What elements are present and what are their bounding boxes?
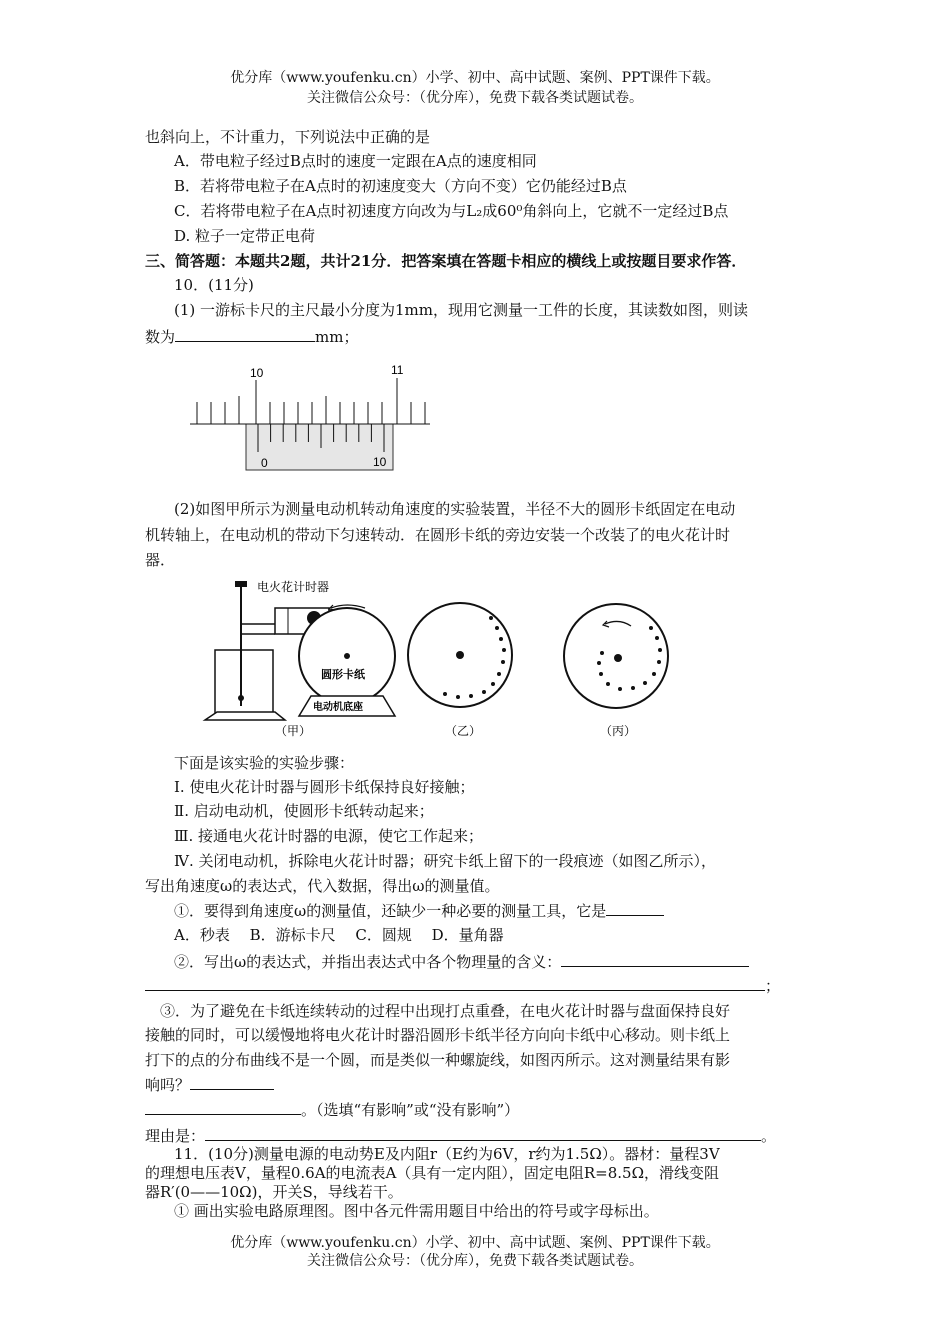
sub3-line4 — [145, 1073, 274, 1096]
reason-line — [145, 1124, 776, 1147]
sub3-line1: ③．为了避免在卡纸连续转动的过程中出现打点重叠，在电火花计时器与盘面保持良好 — [160, 1002, 731, 1020]
step-4-cont: 写出角速度ω的表达式，代入数据，得出ω的测量值。 — [145, 877, 500, 895]
figure-jia — [205, 579, 395, 738]
reason-blank[interactable] — [205, 1124, 761, 1141]
q10-part2-line1: (2)如图甲所示为测量电动机转动角速度的实验装置，半径不大的圆形卡纸固定在电动 — [174, 500, 736, 518]
main-scale-ticks — [197, 378, 425, 424]
q11-line4: ① 画出实验电路原理图。图中各元件需用题目中给出的符号或字母标出。 — [174, 1202, 659, 1220]
q10-part1-pre: 数为 — [145, 328, 176, 346]
apparatus-figure — [205, 578, 735, 748]
figure-bing — [564, 604, 668, 738]
q10-part1-line1: (1) 一游标卡尺的主尺最小分度为1mm，现用它测量一工件的长度，其读数如图，则读 — [174, 301, 749, 319]
q10-number: 10．(11分) — [174, 276, 254, 294]
vernier-label-10: 10 — [373, 455, 387, 469]
step-2: Ⅱ. 启动电动机，使圆形卡纸转动起来； — [174, 802, 434, 820]
motor-base-label: 电动机底座 — [313, 702, 363, 713]
tool-answer-blank[interactable] — [606, 899, 664, 916]
q9-option-b: B．若将带电粒子在A点时的初速度变大（方向不变）它仍能经过B点 — [174, 177, 627, 195]
main-label-10: 10 — [250, 366, 264, 380]
q11-line1: 11．(10分)测量电源的电动势E及内阻r（E约为6V，r约为1.5Ω）。器材：量程3V — [174, 1145, 720, 1163]
sub1-options: A．秒表 B．游标卡尺 C．圆规 D．量角器 — [174, 926, 504, 944]
step-4: Ⅳ. 关闭电动机，拆除电火花计时器；研究卡纸上留下的一段痕迹（如图乙所示）， — [174, 852, 717, 870]
timer-label: 电火花计时器 — [257, 580, 330, 594]
step-3: Ⅲ. 接通电火花计时器的电源，使它工作起来； — [174, 827, 484, 845]
caption-jia: （甲） — [275, 724, 312, 738]
q10-part1-line2 — [145, 325, 358, 348]
disk-label: 圆形卡纸 — [321, 668, 365, 681]
caliper-reading-blank[interactable] — [175, 325, 315, 342]
step-1: Ⅰ. 使电火花计时器与圆形卡纸保持良好接触； — [174, 778, 475, 796]
sub2-text: ②．写出ω的表达式，并指出表达式中各个物理量的含义： — [174, 953, 562, 971]
stand-base — [215, 650, 273, 714]
sub3-choice: 。（选填“有影响”或“没有影响”） — [301, 1101, 520, 1119]
sub1 — [174, 899, 664, 922]
section-3-title: 三、简答题：本题共2题，共计21分．把答案填在答题卡相应的横线上或按题目要求作答． — [145, 252, 747, 270]
q9-option-c: C．若将带电粒子在A点时初速度方向改为与L₂成60⁰角斜向上，它就不一定经过B点 — [174, 202, 729, 220]
influence-blank-1[interactable] — [190, 1073, 274, 1090]
q11-line2: 的理想电压表V，量程0.6A的电流表A（具有一定内阻），固定电阻R=8.5Ω，滑线变阻 — [145, 1164, 720, 1182]
omega-meaning-blank[interactable] — [145, 974, 765, 991]
influence-blank-2[interactable] — [145, 1098, 301, 1115]
q9-option-d: D. 粒子一定带正电荷 — [174, 227, 316, 245]
steps-intro: 下面是该实验的实验步骤： — [174, 754, 355, 772]
q9-tail: 也斜向上，不计重力，下列说法中正确的是 — [145, 128, 431, 146]
sub2-cont — [145, 974, 780, 997]
sub2 — [174, 950, 749, 973]
caption-bing: （丙） — [600, 724, 637, 738]
omega-expression-blank[interactable] — [561, 950, 749, 967]
q10-part2-line3: 器． — [145, 551, 176, 569]
sub2-end: ； — [765, 977, 781, 995]
caption-yi: （乙） — [445, 724, 482, 738]
vernier-caliper-figure — [190, 360, 430, 475]
header-line-1: 优分库（www.youfenku.cn）小学、初中、高中试题、案例、PPT课件下载。 — [230, 70, 720, 86]
q11-line3: 器R′(0——10Ω)，开关S，导线若干。 — [145, 1183, 403, 1201]
sub3-line2: 接触的同时，可以缓慢地将电火花计时器沿圆形卡纸半径方向向卡纸中心移动。则卡纸上 — [145, 1026, 731, 1044]
reason-label: 理由是： — [145, 1127, 206, 1145]
header-line-2: 关注微信公众号：（优分库），免费下载各类试题试卷。 — [307, 90, 643, 106]
sub3-choice-line — [145, 1098, 519, 1121]
main-label-11: 11 — [391, 363, 404, 377]
figure-yi — [408, 603, 512, 738]
sub3-line3: 打下的点的分布曲线不是一个圆，而是类似一种螺旋线，如图丙所示。这对测量结果有影 — [145, 1051, 731, 1069]
reason-end: 。 — [761, 1127, 777, 1145]
footer-line-1: 优分库（www.youfenku.cn）小学、初中、高中试题、案例、PPT课件下载。 — [230, 1235, 720, 1251]
sub3-question: 响吗？ — [145, 1076, 191, 1094]
q9-option-a: A．带电粒子经过B点时的速度一定跟在A点的速度相同 — [174, 152, 537, 170]
footer-line-2: 关注微信公众号：（优分库），免费下载各类试题试卷。 — [307, 1253, 643, 1269]
sub1-text: ①．要得到角速度ω的测量值，还缺少一种必要的测量工具，它是 — [174, 902, 607, 920]
q10-part2-line2: 机转轴上，在电动机的带动下匀速转动．在圆形卡纸的旁边安装一个改装了的电火花计时 — [145, 526, 731, 544]
q10-part1-post: mm； — [315, 328, 359, 346]
vernier-label-0: 0 — [261, 456, 268, 470]
